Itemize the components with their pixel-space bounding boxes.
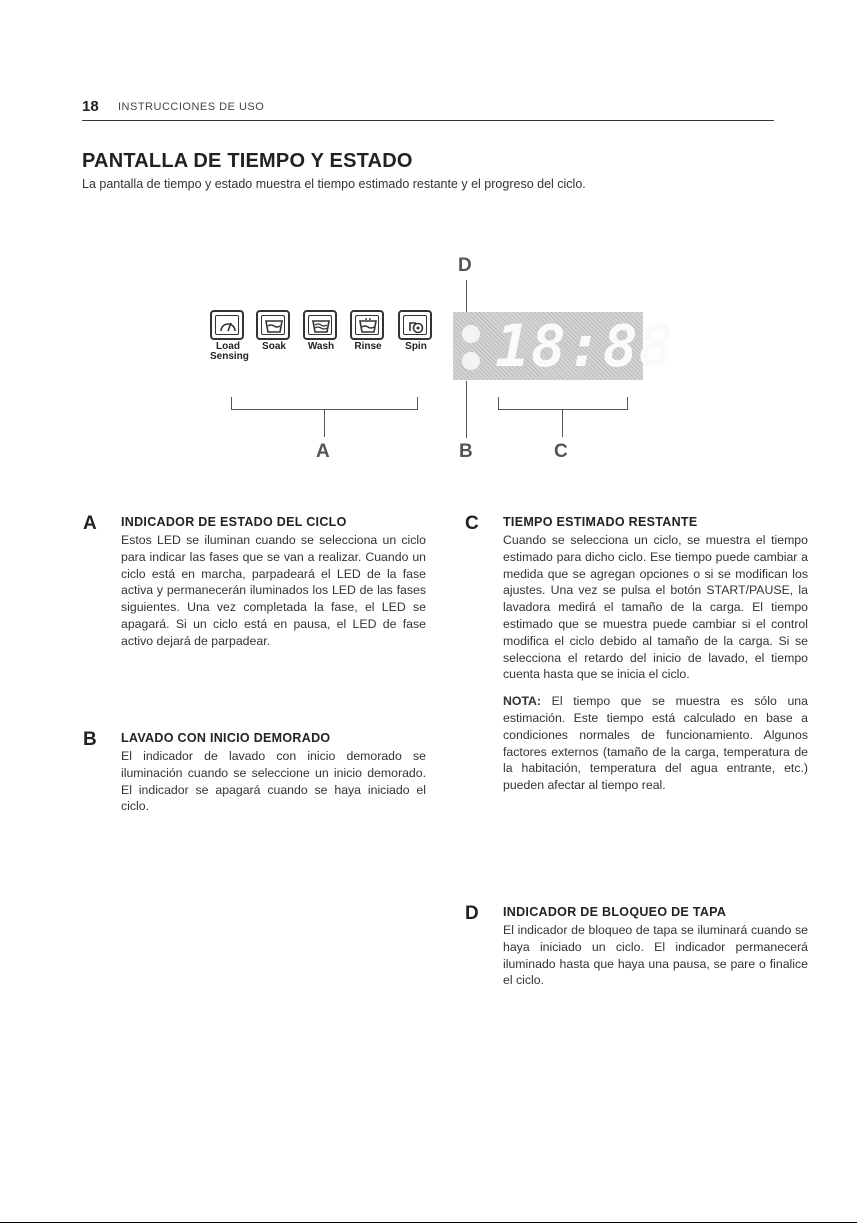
phase-spin <box>398 310 434 352</box>
spin-icon <box>398 310 432 340</box>
delay-wash-icon <box>462 352 480 370</box>
bracket-a-left <box>231 397 232 409</box>
wash-icon <box>303 310 337 340</box>
rinse-icon <box>350 310 384 340</box>
section-d-letter: D <box>465 903 479 924</box>
phase-label: Soak <box>262 341 286 352</box>
bracket-c-left <box>498 397 499 409</box>
page-number: 18 <box>82 98 99 115</box>
callout-d-line <box>466 280 467 312</box>
section-c-title: TIEMPO ESTIMADO RESTANTE <box>503 515 698 529</box>
note-label: NOTA: <box>503 694 542 709</box>
phase-label: Spin <box>405 341 427 352</box>
section-c <box>465 513 808 794</box>
callout-d: D <box>458 255 472 276</box>
section-d-title: INDICADOR DE BLOQUEO DE TAPA <box>503 905 727 919</box>
soak-icon <box>256 310 290 340</box>
phase-soak <box>256 310 292 352</box>
section-a-title: INDICADOR DE ESTADO DEL CICLO <box>121 515 347 529</box>
bracket-a-stem <box>324 409 325 437</box>
bracket-a-right <box>417 397 418 409</box>
phase-rinse <box>350 310 386 352</box>
section-d <box>465 903 808 989</box>
phase-label: Rinse <box>354 341 382 352</box>
phase-label: Load Sensing <box>210 341 249 362</box>
section-label: INSTRUCCIONES DE USO <box>118 101 265 113</box>
section-d-body: El indicador de bloqueo de tapa se iluminará cuando se haya iniciado un ciclo. El indicador permanecerá iluminado hasta que haya una pausa, se pare o finalice el ciclo. <box>503 923 808 988</box>
section-a-body: Estos LED se iluminan cuando se selecciona un ciclo para indicar las fases que se van a realizar. Cuando un ciclo está en marcha, parpadeará el LED de la fase activa y permanecerán iluminados los LED de las fases siguientes. Una vez completada la fase, el LED se apagará. Si un ciclo está en pausa, el LED de fase activo dejará de parpadear. <box>121 533 426 648</box>
page-title: PANTALLA DE TIEMPO Y ESTADO <box>82 150 413 172</box>
callout-b-line <box>466 381 467 438</box>
note-text: El tiempo que se muestra es sólo una estimación. Este tiempo está calculado en base a condiciones normales de funcionamiento. Algunos factores externos (tamaño de la carga, temperatura de la habitación, temperatura del agua entrante, etc.) pueden afectar al tiempo real. <box>503 694 808 793</box>
display-digits: 18:88 <box>495 312 675 380</box>
bottom-rule <box>0 1222 857 1223</box>
section-a-letter: A <box>83 513 97 534</box>
section-c-letter: C <box>465 513 479 534</box>
section-b-body: El indicador de lavado con inicio demorado se iluminación cuando se seleccione un inicio demorado. El indicador se apagará cuando se haya iniciado el ciclo. <box>121 749 426 814</box>
bracket-c-bottom <box>498 409 628 410</box>
callout-a: A <box>316 441 330 462</box>
time-display <box>453 312 675 380</box>
section-b <box>83 729 426 815</box>
load-sensing-icon <box>210 310 244 340</box>
callout-c: C <box>554 441 568 462</box>
bracket-c-right <box>627 397 628 409</box>
page-header <box>82 98 774 121</box>
intro-text: La pantalla de tiempo y estado muestra el tiempo estimado restante y el progreso del ciclo. <box>82 177 586 191</box>
callout-b: B <box>459 441 473 462</box>
phase-label: Wash <box>307 341 335 352</box>
control-panel-figure <box>0 240 857 470</box>
section-b-letter: B <box>83 729 97 750</box>
section-c-note <box>503 693 808 794</box>
section-c-body: Cuando se selecciona un ciclo, se muestra el tiempo estimado para dicho ciclo. Ese tiempo puede cambiar a medida que se agregan opciones o si se modifican los ajustes. Una vez se pulsa el botón START/PAUSE, la lavadora medirá el tamaño de la carga. El tiempo estimado que se muestra puede cambiar si el control modifica el ciclo debido al tamaño de la carga. Si se selecciona el retardo del inicio de lavado, el tiempo cuenta hasta que se inicia el ciclo. <box>503 533 808 682</box>
phase-load-sensing <box>210 310 249 362</box>
bracket-c-stem <box>562 409 563 437</box>
phase-wash <box>303 310 339 352</box>
lid-lock-icon <box>462 325 480 343</box>
section-a <box>83 513 426 650</box>
section-b-title: LAVADO CON INICIO DEMORADO <box>121 731 331 745</box>
